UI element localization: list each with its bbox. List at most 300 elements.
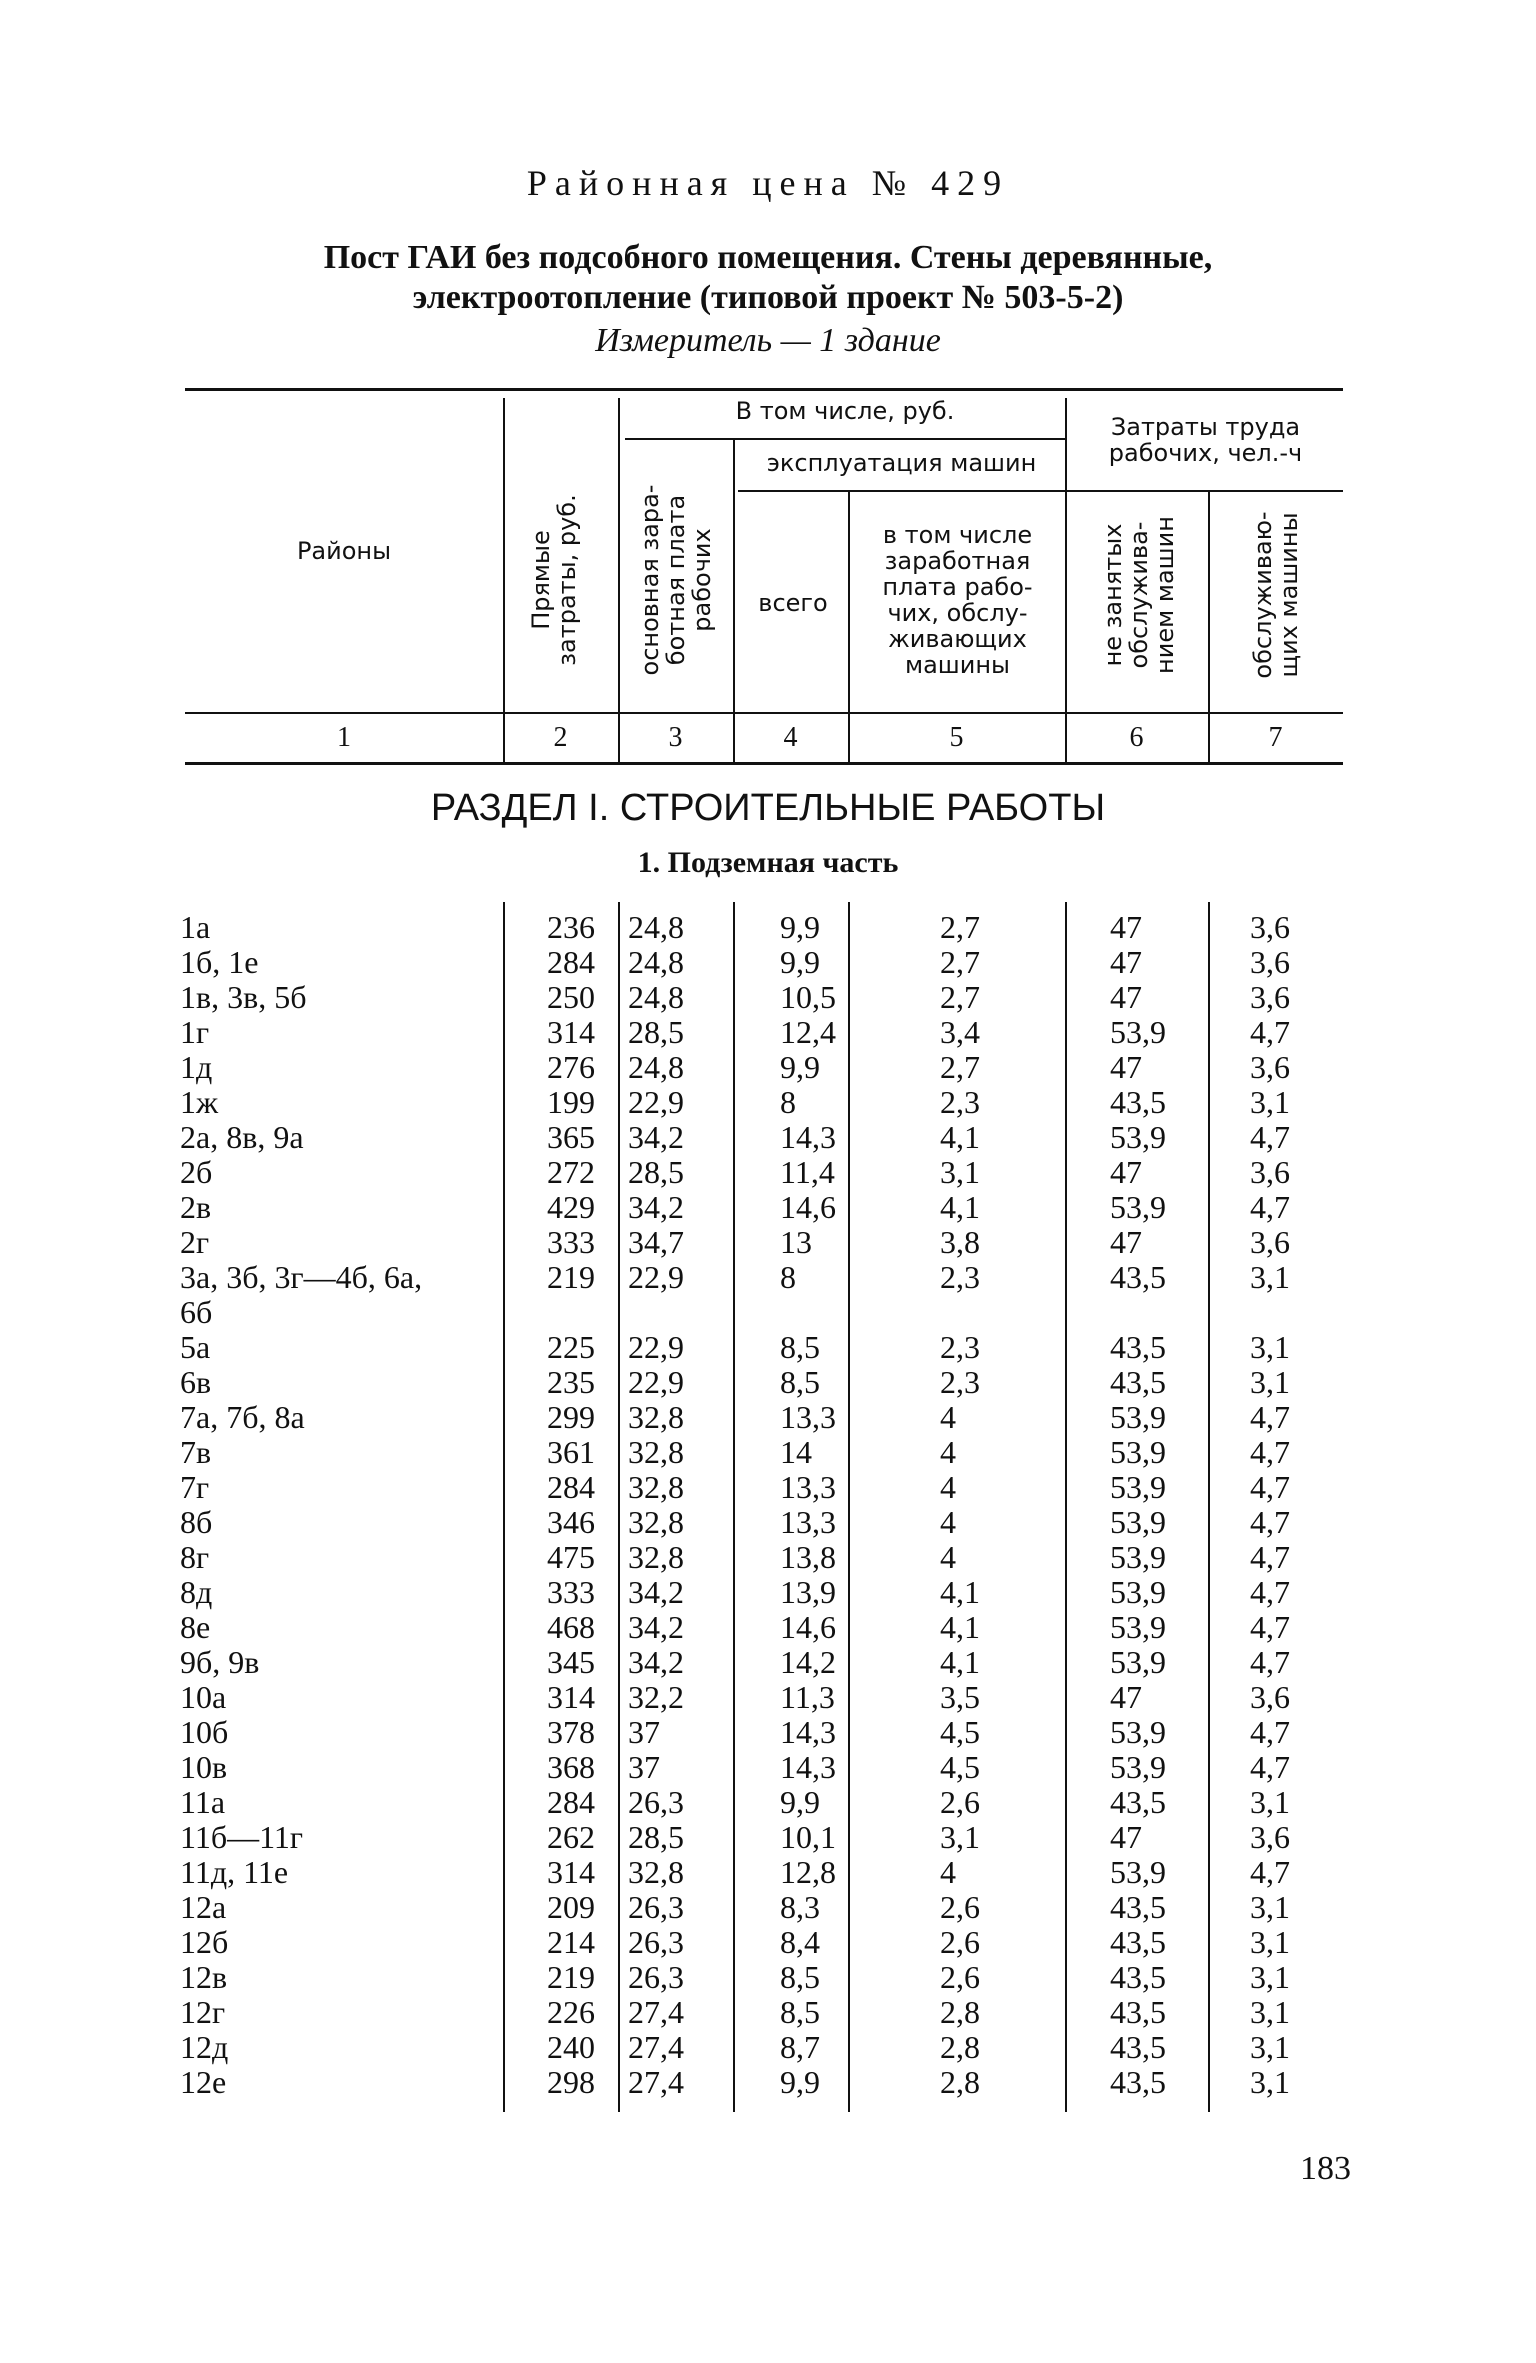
region-cell: 1б, 1е bbox=[180, 944, 259, 980]
value-cell: 43,5 bbox=[1110, 2064, 1166, 2100]
value-cell: 3,1 bbox=[1250, 1329, 1290, 1365]
value-cell: 47 bbox=[1110, 1819, 1142, 1855]
region-cell: 11б—11г bbox=[180, 1819, 304, 1855]
table-row bbox=[0, 1225, 1536, 1260]
value-cell: 27,4 bbox=[628, 2064, 684, 2100]
value-cell: 53,9 bbox=[1110, 1014, 1166, 1050]
header-vline-5 bbox=[1065, 398, 1067, 762]
value-cell: 2,6 bbox=[940, 1889, 980, 1925]
value-cell: 3,1 bbox=[1250, 1784, 1290, 1820]
table-row bbox=[0, 1050, 1536, 1085]
region-cell: 12д bbox=[180, 2029, 229, 2065]
value-cell: 32,8 bbox=[628, 1469, 684, 1505]
value-cell: 14,6 bbox=[780, 1609, 836, 1645]
header-direct-costs-text: Прямые затраты, руб. bbox=[527, 494, 581, 666]
value-cell: 299 bbox=[547, 1399, 595, 1435]
header-base-wage-l2: ботная плата bbox=[662, 494, 690, 666]
value-cell: 8,5 bbox=[780, 1959, 820, 1995]
value-cell: 47 bbox=[1110, 909, 1142, 945]
table-row bbox=[0, 1645, 1536, 1680]
header-base-wage bbox=[637, 460, 715, 700]
value-cell: 2,7 bbox=[940, 944, 980, 980]
value-cell: 8,5 bbox=[780, 1329, 820, 1365]
value-cell: 4,7 bbox=[1250, 1119, 1290, 1155]
value-cell: 219 bbox=[547, 1959, 595, 1995]
value-cell: 8 bbox=[780, 1259, 796, 1295]
region-cell: 12е bbox=[180, 2064, 227, 2100]
subtitle-line-2: электроотопление (типовой проект № 503-5-2) bbox=[412, 279, 1124, 316]
value-cell: 2,7 bbox=[940, 909, 980, 945]
value-cell: 53,9 bbox=[1110, 1854, 1166, 1890]
value-cell: 4 bbox=[940, 1469, 956, 1505]
value-cell: 3,6 bbox=[1250, 1819, 1290, 1855]
header-serving-l1: обслуживаю- bbox=[1249, 511, 1277, 679]
table-row bbox=[0, 1330, 1536, 1365]
region-cell: 7г bbox=[180, 1469, 210, 1505]
value-cell: 314 bbox=[547, 1854, 595, 1890]
value-cell: 2,8 bbox=[940, 2064, 980, 2100]
value-cell: 3,4 bbox=[940, 1014, 980, 1050]
table-row bbox=[0, 1925, 1536, 1960]
region-cell: 10в bbox=[180, 1749, 228, 1785]
region-cell: 11а bbox=[180, 1784, 226, 1820]
value-cell: 24,8 bbox=[628, 1049, 684, 1085]
header-vline-3 bbox=[733, 440, 735, 762]
value-cell: 4 bbox=[940, 1399, 956, 1435]
value-cell: 14,2 bbox=[780, 1644, 836, 1680]
value-cell: 3,1 bbox=[1250, 2029, 1290, 2065]
region-cell: 1д bbox=[180, 1049, 213, 1085]
table-row bbox=[0, 1295, 1536, 1330]
section-title: РАЗДЕЛ I. СТРОИТЕЛЬНЫЕ РАБОТЫ bbox=[430, 787, 1106, 829]
document-title: Районная цена № 429 bbox=[526, 163, 1010, 203]
table-row bbox=[0, 1400, 1536, 1435]
value-cell: 3,6 bbox=[1250, 944, 1290, 980]
col-number-5: 5 bbox=[949, 722, 964, 753]
header-incl-wage-l4: чих, обслу- bbox=[887, 599, 1028, 627]
value-cell: 9,9 bbox=[780, 944, 820, 980]
value-cell: 43,5 bbox=[1110, 1364, 1166, 1400]
region-cell: 12б bbox=[180, 1924, 229, 1960]
value-cell: 9,9 bbox=[780, 2064, 820, 2100]
header-incl-wage bbox=[850, 522, 1065, 678]
value-cell: 2,6 bbox=[940, 1924, 980, 1960]
header-base-wage-l3: рабочих bbox=[688, 528, 716, 632]
table-row bbox=[0, 1750, 1536, 1785]
value-cell: 47 bbox=[1110, 979, 1142, 1015]
value-cell: 4,7 bbox=[1250, 1189, 1290, 1225]
value-cell: 333 bbox=[547, 1574, 595, 1610]
region-cell: 10а bbox=[180, 1679, 227, 1715]
value-cell: 43,5 bbox=[1110, 1889, 1166, 1925]
value-cell: 3,6 bbox=[1250, 1224, 1290, 1260]
value-cell: 11,3 bbox=[780, 1679, 835, 1715]
value-cell: 4,1 bbox=[940, 1189, 980, 1225]
value-cell: 8 bbox=[780, 1084, 796, 1120]
value-cell: 26,3 bbox=[628, 1784, 684, 1820]
value-cell: 10,1 bbox=[780, 1819, 836, 1855]
region-cell: 2в bbox=[180, 1189, 212, 1225]
value-cell: 3,1 bbox=[1250, 2064, 1290, 2100]
value-cell: 34,2 bbox=[628, 1119, 684, 1155]
value-cell: 4 bbox=[940, 1854, 956, 1890]
value-cell: 4,1 bbox=[940, 1574, 980, 1610]
table-row bbox=[0, 910, 1536, 945]
value-cell: 47 bbox=[1110, 1154, 1142, 1190]
document-subtitle bbox=[0, 238, 1536, 318]
header-not-busy-l3: нием машин bbox=[1151, 516, 1179, 674]
region-cell: 3а, 3б, 3г—4б, 6а, bbox=[180, 1259, 423, 1295]
value-cell: 22,9 bbox=[628, 1084, 684, 1120]
value-cell: 9,9 bbox=[780, 1049, 820, 1085]
table-row bbox=[0, 1715, 1536, 1750]
value-cell: 235 bbox=[547, 1364, 595, 1400]
value-cell: 209 bbox=[547, 1889, 595, 1925]
value-cell: 13,3 bbox=[780, 1469, 836, 1505]
value-cell: 28,5 bbox=[628, 1154, 684, 1190]
value-cell: 225 bbox=[547, 1329, 595, 1365]
value-cell: 3,1 bbox=[1250, 1259, 1290, 1295]
value-cell: 3,6 bbox=[1250, 1679, 1290, 1715]
value-cell: 34,2 bbox=[628, 1609, 684, 1645]
table-row bbox=[0, 1505, 1536, 1540]
value-cell: 14,3 bbox=[780, 1714, 836, 1750]
value-cell: 284 bbox=[547, 1469, 595, 1505]
table-row bbox=[0, 1085, 1536, 1120]
value-cell: 368 bbox=[547, 1749, 595, 1785]
value-cell: 53,9 bbox=[1110, 1539, 1166, 1575]
value-cell: 9,9 bbox=[780, 1784, 820, 1820]
value-cell: 8,5 bbox=[780, 1994, 820, 2030]
value-cell: 3,1 bbox=[1250, 1084, 1290, 1120]
value-cell: 3,1 bbox=[1250, 1889, 1290, 1925]
table-row bbox=[0, 1540, 1536, 1575]
table-row bbox=[0, 1995, 1536, 2030]
value-cell: 236 bbox=[547, 909, 595, 945]
region-cell: 6б bbox=[180, 1294, 213, 1330]
value-cell: 24,8 bbox=[628, 979, 684, 1015]
value-cell: 2,6 bbox=[940, 1784, 980, 1820]
table-row bbox=[0, 1785, 1536, 1820]
value-cell: 4,7 bbox=[1250, 1609, 1290, 1645]
measure-unit: Измеритель — 1 здание bbox=[595, 322, 941, 359]
region-cell: 1г bbox=[180, 1014, 210, 1050]
table-row bbox=[0, 1260, 1536, 1295]
header-incl-wage-l5: живающих bbox=[888, 625, 1027, 653]
value-cell: 32,8 bbox=[628, 1854, 684, 1890]
value-cell: 4,7 bbox=[1250, 1574, 1290, 1610]
header-incl-wage-l3: плата рабо- bbox=[882, 573, 1033, 601]
value-cell: 2,3 bbox=[940, 1259, 980, 1295]
region-cell: 11д, 11е bbox=[180, 1854, 289, 1890]
col-number-7: 7 bbox=[1268, 722, 1283, 753]
value-cell: 9,9 bbox=[780, 909, 820, 945]
header-not-busy-l2: обслужива- bbox=[1125, 521, 1153, 669]
value-cell: 4 bbox=[940, 1434, 956, 1470]
value-cell: 13,3 bbox=[780, 1504, 836, 1540]
table-row bbox=[0, 1365, 1536, 1400]
value-cell: 47 bbox=[1110, 1049, 1142, 1085]
value-cell: 53,9 bbox=[1110, 1469, 1166, 1505]
value-cell: 4,1 bbox=[940, 1644, 980, 1680]
value-cell: 14,3 bbox=[780, 1119, 836, 1155]
value-cell: 14,6 bbox=[780, 1189, 836, 1225]
value-cell: 10,5 bbox=[780, 979, 836, 1015]
region-cell: 10б bbox=[180, 1714, 229, 1750]
col-number-6: 6 bbox=[1129, 722, 1144, 753]
value-cell: 4 bbox=[940, 1539, 956, 1575]
value-cell: 26,3 bbox=[628, 1924, 684, 1960]
value-cell: 53,9 bbox=[1110, 1504, 1166, 1540]
value-cell: 24,8 bbox=[628, 909, 684, 945]
region-cell: 7в bbox=[180, 1434, 212, 1470]
table-row bbox=[0, 945, 1536, 980]
value-cell: 4,7 bbox=[1250, 1749, 1290, 1785]
value-cell: 3,6 bbox=[1250, 1049, 1290, 1085]
value-cell: 378 bbox=[547, 1714, 595, 1750]
table-row bbox=[0, 1855, 1536, 1890]
value-cell: 272 bbox=[547, 1154, 595, 1190]
value-cell: 4,7 bbox=[1250, 1469, 1290, 1505]
value-cell: 361 bbox=[547, 1434, 595, 1470]
value-cell: 4,7 bbox=[1250, 1539, 1290, 1575]
value-cell: 345 bbox=[547, 1644, 595, 1680]
value-cell: 26,3 bbox=[628, 1959, 684, 1995]
page-number: 183 bbox=[1300, 2150, 1351, 2187]
value-cell: 298 bbox=[547, 2064, 595, 2100]
value-cell: 53,9 bbox=[1110, 1574, 1166, 1610]
col-number-2: 2 bbox=[553, 722, 568, 753]
region-cell: 12а bbox=[180, 1889, 227, 1925]
value-cell: 4 bbox=[940, 1504, 956, 1540]
region-cell: 8е bbox=[180, 1609, 211, 1645]
table-row bbox=[0, 1575, 1536, 1610]
header-vline-1 bbox=[503, 398, 505, 762]
value-cell: 43,5 bbox=[1110, 1259, 1166, 1295]
value-cell: 3,6 bbox=[1250, 1154, 1290, 1190]
value-cell: 284 bbox=[547, 944, 595, 980]
value-cell: 4,7 bbox=[1250, 1714, 1290, 1750]
header-bottom-rule bbox=[185, 712, 1343, 714]
header-vline-2 bbox=[618, 398, 620, 762]
value-cell: 34,7 bbox=[628, 1224, 684, 1260]
value-cell: 26,3 bbox=[628, 1889, 684, 1925]
value-cell: 53,9 bbox=[1110, 1644, 1166, 1680]
value-cell: 4,7 bbox=[1250, 1644, 1290, 1680]
table-row bbox=[0, 1680, 1536, 1715]
value-cell: 28,5 bbox=[628, 1819, 684, 1855]
value-cell: 11,4 bbox=[780, 1154, 835, 1190]
value-cell: 13,9 bbox=[780, 1574, 836, 1610]
value-cell: 429 bbox=[547, 1189, 595, 1225]
value-cell: 43,5 bbox=[1110, 1329, 1166, 1365]
value-cell: 28,5 bbox=[628, 1014, 684, 1050]
header-labor-l2: рабочих, чел.-ч bbox=[1108, 439, 1303, 467]
header-serving-l2: щих машины bbox=[1275, 512, 1303, 678]
region-cell: 8б bbox=[180, 1504, 213, 1540]
value-cell: 3,5 bbox=[940, 1679, 980, 1715]
value-cell: 24,8 bbox=[628, 944, 684, 980]
header-top-rule bbox=[185, 388, 1343, 391]
value-cell: 365 bbox=[547, 1119, 595, 1155]
region-cell: 2г bbox=[180, 1224, 210, 1260]
value-cell: 34,2 bbox=[628, 1189, 684, 1225]
value-cell: 22,9 bbox=[628, 1364, 684, 1400]
region-cell: 1ж bbox=[180, 1084, 219, 1120]
value-cell: 3,1 bbox=[1250, 1959, 1290, 1995]
value-cell: 475 bbox=[547, 1539, 595, 1575]
value-cell: 3,1 bbox=[1250, 1364, 1290, 1400]
header-labor-l1: Затраты труда bbox=[1110, 413, 1301, 441]
table-row bbox=[0, 1015, 1536, 1050]
header-direct-costs bbox=[528, 460, 580, 700]
subtitle-line-1: Пост ГАИ без подсобного помещения. Стены деревянные, bbox=[323, 239, 1213, 276]
value-cell: 34,2 bbox=[628, 1574, 684, 1610]
table-row bbox=[0, 2030, 1536, 2065]
value-cell: 43,5 bbox=[1110, 1924, 1166, 1960]
value-cell: 14 bbox=[780, 1434, 812, 1470]
region-cell: 2б bbox=[180, 1154, 213, 1190]
table-row bbox=[0, 1610, 1536, 1645]
value-cell: 47 bbox=[1110, 1224, 1142, 1260]
value-cell: 4,7 bbox=[1250, 1014, 1290, 1050]
table-row bbox=[0, 1155, 1536, 1190]
value-cell: 43,5 bbox=[1110, 1084, 1166, 1120]
region-cell: 8г bbox=[180, 1539, 210, 1575]
value-cell: 4,7 bbox=[1250, 1434, 1290, 1470]
value-cell: 43,5 bbox=[1110, 1959, 1166, 1995]
value-cell: 3,1 bbox=[1250, 1994, 1290, 2030]
header-serving bbox=[1250, 490, 1302, 700]
value-cell: 346 bbox=[547, 1504, 595, 1540]
value-cell: 3,6 bbox=[1250, 909, 1290, 945]
value-cell: 2,3 bbox=[940, 1364, 980, 1400]
header-incl-wage-l1: в том числе bbox=[882, 521, 1033, 549]
value-cell: 314 bbox=[547, 1014, 595, 1050]
value-cell: 3,1 bbox=[1250, 1924, 1290, 1960]
region-cell: 1а bbox=[180, 909, 211, 945]
value-cell: 34,2 bbox=[628, 1644, 684, 1680]
value-cell: 14,3 bbox=[780, 1749, 836, 1785]
col-number-3: 3 bbox=[668, 722, 683, 753]
value-cell: 47 bbox=[1110, 944, 1142, 980]
table-row bbox=[0, 1960, 1536, 1995]
value-cell: 4,7 bbox=[1250, 1399, 1290, 1435]
table-row bbox=[0, 1190, 1536, 1225]
value-cell: 240 bbox=[547, 2029, 595, 2065]
table-row bbox=[0, 1820, 1536, 1855]
value-cell: 4,1 bbox=[940, 1119, 980, 1155]
value-cell: 4,5 bbox=[940, 1714, 980, 1750]
region-cell: 2а, 8в, 9а bbox=[180, 1119, 304, 1155]
table-row bbox=[0, 2065, 1536, 2100]
colnum-bottom-rule bbox=[185, 762, 1343, 765]
region-cell: 6в bbox=[180, 1364, 212, 1400]
table-row bbox=[0, 1890, 1536, 1925]
region-cell: 9б, 9в bbox=[180, 1644, 260, 1680]
machines-rule bbox=[738, 490, 1065, 492]
region-cell: 7а, 7б, 8а bbox=[180, 1399, 305, 1435]
value-cell: 12,4 bbox=[780, 1014, 836, 1050]
table-row bbox=[0, 1470, 1536, 1505]
value-cell: 47 bbox=[1110, 1679, 1142, 1715]
value-cell: 2,8 bbox=[940, 2029, 980, 2065]
header-incl-wage-l6: машины bbox=[904, 651, 1010, 679]
value-cell: 53,9 bbox=[1110, 1189, 1166, 1225]
header-machine-operation: эксплуатация машин bbox=[766, 449, 1037, 477]
table-row bbox=[0, 1435, 1536, 1470]
value-cell: 2,3 bbox=[940, 1329, 980, 1365]
value-cell: 53,9 bbox=[1110, 1609, 1166, 1645]
value-cell: 13,3 bbox=[780, 1399, 836, 1435]
value-cell: 13,8 bbox=[780, 1539, 836, 1575]
subsection-title: 1. Подземная часть bbox=[637, 846, 899, 879]
header-not-busy-l1: не занятых bbox=[1099, 523, 1127, 667]
value-cell: 3,1 bbox=[940, 1819, 980, 1855]
region-cell: 5а bbox=[180, 1329, 211, 1365]
value-cell: 333 bbox=[547, 1224, 595, 1260]
value-cell: 37 bbox=[628, 1749, 660, 1785]
value-cell: 3,8 bbox=[940, 1224, 980, 1260]
including-rule bbox=[625, 438, 1065, 440]
value-cell: 4,7 bbox=[1250, 1854, 1290, 1890]
value-cell: 22,9 bbox=[628, 1259, 684, 1295]
table-row bbox=[0, 980, 1536, 1015]
header-regions: Районы bbox=[296, 537, 392, 565]
value-cell: 53,9 bbox=[1110, 1714, 1166, 1750]
value-cell: 8,7 bbox=[780, 2029, 820, 2065]
region-cell: 12г bbox=[180, 1994, 226, 2030]
region-cell: 8д bbox=[180, 1574, 213, 1610]
value-cell: 32,8 bbox=[628, 1399, 684, 1435]
value-cell: 53,9 bbox=[1110, 1119, 1166, 1155]
value-cell: 43,5 bbox=[1110, 1784, 1166, 1820]
col-number-1: 1 bbox=[337, 722, 351, 753]
value-cell: 53,9 bbox=[1110, 1749, 1166, 1785]
region-cell: 1в, 3в, 5б bbox=[180, 979, 307, 1015]
value-cell: 53,9 bbox=[1110, 1434, 1166, 1470]
col-number-4: 4 bbox=[783, 722, 798, 753]
value-cell: 27,4 bbox=[628, 2029, 684, 2065]
value-cell: 199 bbox=[547, 1084, 595, 1120]
header-labor bbox=[1068, 414, 1343, 466]
value-cell: 8,4 bbox=[780, 1924, 820, 1960]
value-cell: 250 bbox=[547, 979, 595, 1015]
value-cell: 4,1 bbox=[940, 1609, 980, 1645]
region-cell: 12в bbox=[180, 1959, 228, 1995]
value-cell: 22,9 bbox=[628, 1329, 684, 1365]
value-cell: 276 bbox=[547, 1049, 595, 1085]
value-cell: 32,8 bbox=[628, 1504, 684, 1540]
value-cell: 3,1 bbox=[940, 1154, 980, 1190]
header-base-wage-l1: основная зара- bbox=[636, 484, 664, 676]
value-cell: 4,7 bbox=[1250, 1504, 1290, 1540]
value-cell: 284 bbox=[547, 1784, 595, 1820]
value-cell: 468 bbox=[547, 1609, 595, 1645]
value-cell: 2,7 bbox=[940, 979, 980, 1015]
value-cell: 262 bbox=[547, 1819, 595, 1855]
value-cell: 13 bbox=[780, 1224, 812, 1260]
value-cell: 214 bbox=[547, 1924, 595, 1960]
value-cell: 32,2 bbox=[628, 1679, 684, 1715]
value-cell: 32,8 bbox=[628, 1434, 684, 1470]
value-cell: 32,8 bbox=[628, 1539, 684, 1575]
header-incl-wage-l2: заработная bbox=[884, 547, 1031, 575]
value-cell: 43,5 bbox=[1110, 2029, 1166, 2065]
header-including: В том числе, руб. bbox=[735, 397, 955, 425]
value-cell: 43,5 bbox=[1110, 1994, 1166, 2030]
value-cell: 37 bbox=[628, 1714, 660, 1750]
